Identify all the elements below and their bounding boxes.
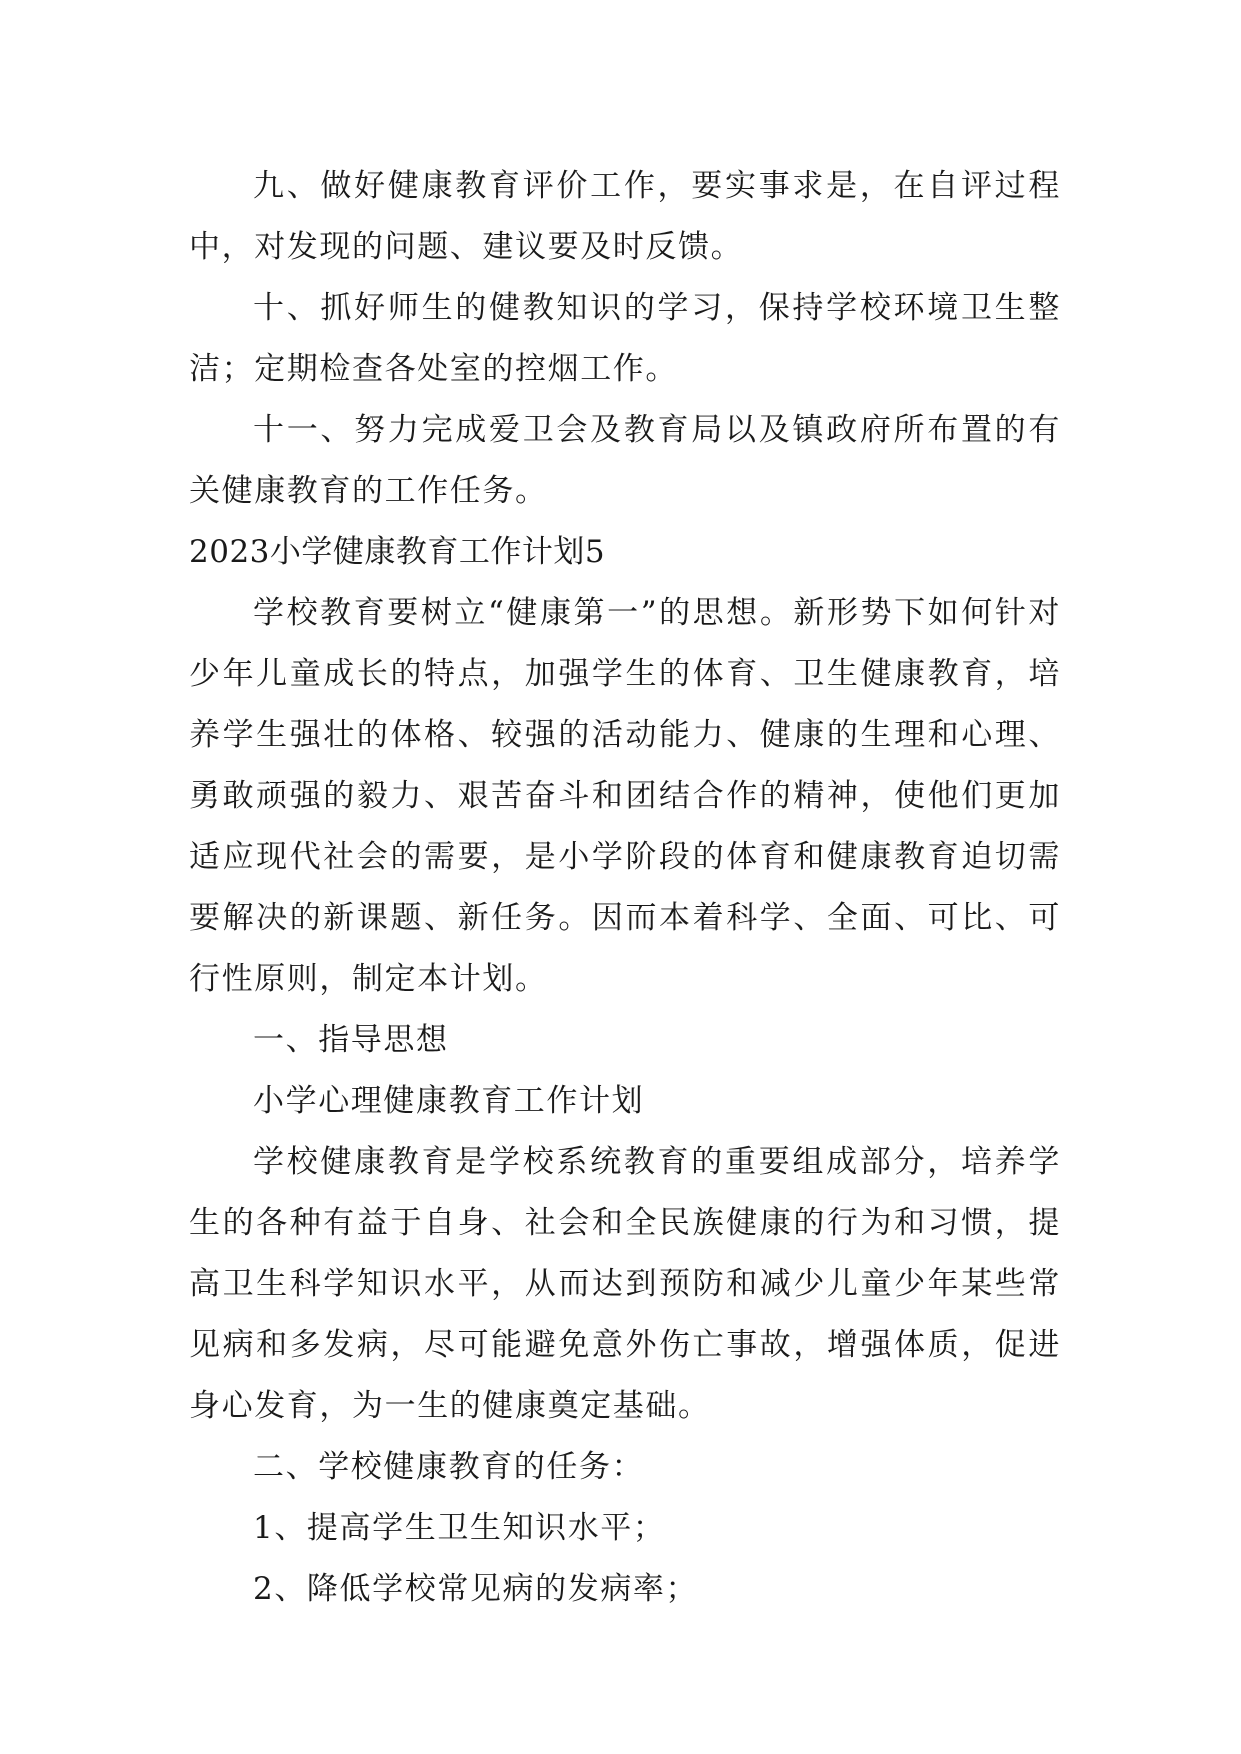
document-body (189, 156, 1061, 1620)
paragraph-intro: 学校教育要树立“健康第一”的思想。新形势下如何针对少年儿童成长的特点，加强学生的体育、卫生健康教育，培养学生强壮的体格、较强的活动能力、健康的生理和心理、勇敢顽强的毅力、艰苦奋斗和团结合作的精神，使他们更加适应现代社会的需要，是小学阶段的体育和健康教育迫切需要解决的新课题、新任务。因而本着科学、全面、可比、可行性原则，制定本计划。 (189, 595, 1061, 997)
paragraph-guiding-thought: 一、指导思想 (253, 1022, 449, 1058)
paragraph-health-education: 学校健康教育是学校系统教育的重要组成部分，培养学生的各种有益于自身、社会和全民族健康的行为和习惯，提高卫生科学知识水平，从而达到预防和减少儿童少年某些常见病和多发病，尽可能避免意外伤亡事故，增强体质，促进身心发育，为一生的健康奠定基础。 (189, 1144, 1061, 1424)
paragraph-task-heading: 二、学校健康教育的任务： (253, 1449, 645, 1485)
list-item-1: 1、提高学生卫生知识水平； (253, 1510, 666, 1546)
list-item-2: 2、降低学校常见病的发病率； (253, 1571, 699, 1607)
section-heading: 2023小学健康教育工作计划5 (189, 534, 606, 570)
paragraph-plan-title: 小学心理健康教育工作计划 (253, 1083, 645, 1119)
paragraph-study: 十、抓好师生的健教知识的学习，保持学校环境卫生整洁；定期检查各处室的控烟工作。 (189, 290, 1061, 387)
paragraph-evaluation: 九、做好健康教育评价工作，要实事求是，在自评过程中，对发现的问题、建议要及时反馈。 (189, 168, 1061, 265)
paragraph-tasks: 十一、努力完成爱卫会及教育局以及镇政府所布置的有关健康教育的工作任务。 (189, 412, 1061, 509)
